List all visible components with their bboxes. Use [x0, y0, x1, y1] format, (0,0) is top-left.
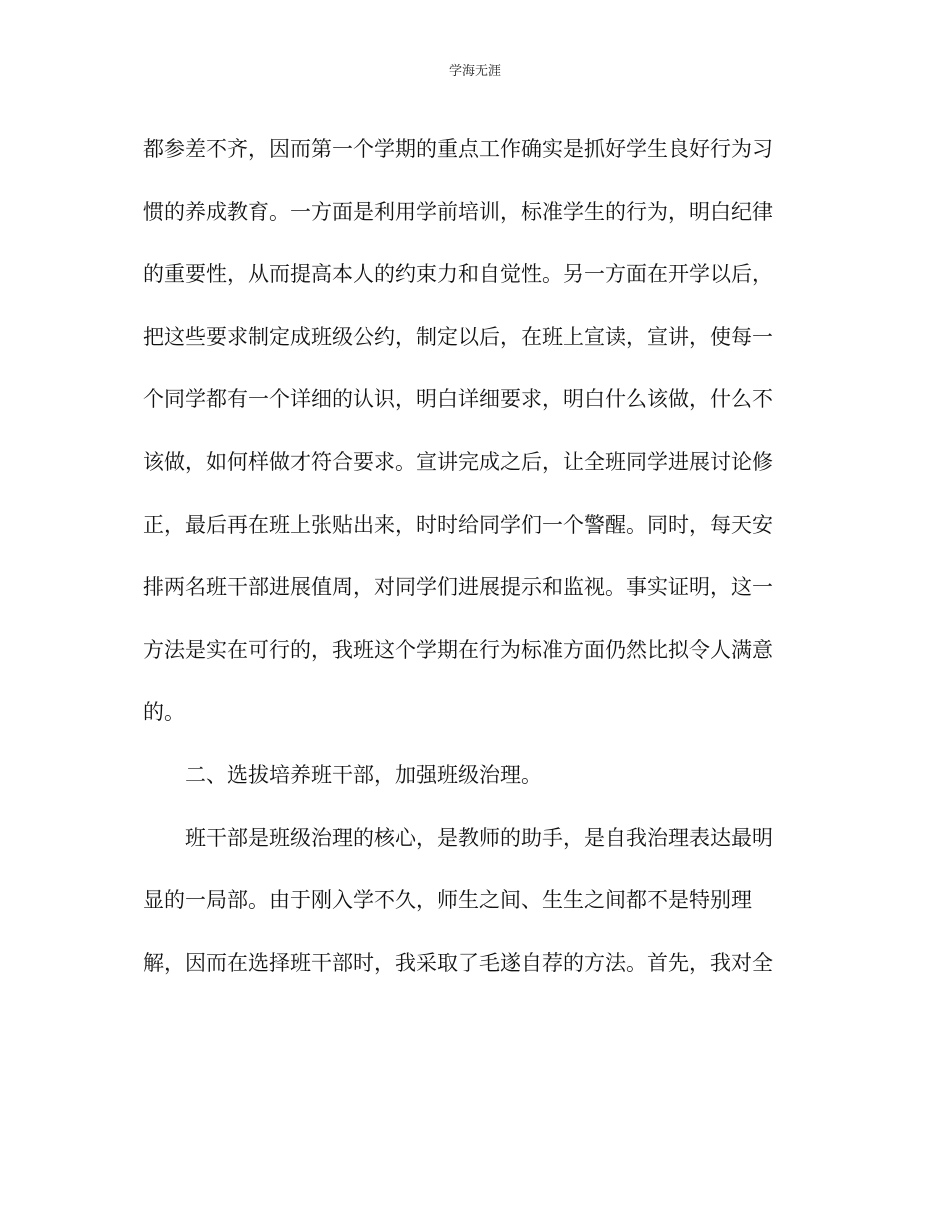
paragraph-start-line: 班干部是班级治理的核心，是教师的助手，是自我治理表达最明: [185, 825, 773, 850]
text-line: 都参差不齐，因而第一个学期的重点工作确实是抓好学生良好行为习: [143, 137, 773, 161]
text-line: 解，因而在选择班干部时，我采取了毛遂自荐的方法。首先，我对全: [143, 950, 773, 975]
text-line: 个同学都有一个详细的认识，明白详细要求，明白什么该做，什么不: [143, 387, 773, 412]
text-line: 排两名班干部进展值周，对同学们进展提示和监视。事实证明，这一: [143, 575, 773, 600]
page-header: 学海无涯: [448, 64, 501, 79]
text-line: 正，最后再在班上张贴出来，时时给同学们一个警醒。同时，每天安: [143, 512, 773, 537]
text-line: 该做，如何样做才符合要求。宣讲完成之后，让全班同学进展讨论修: [143, 449, 773, 474]
text-line: 的重要性，从而提高本人的约束力和自觉性。另一方面在开学以后，: [143, 262, 773, 287]
text-line: 的。: [143, 700, 185, 725]
text-line: 把这些要求制定成班级公约，制定以后，在班上宣读，宣讲，使每一: [143, 324, 773, 349]
text-line: 显的一局部。由于刚入学不久，师生之间、生生之间都不是特别理: [143, 888, 752, 913]
text-line: 方法是实在可行的，我班这个学期在行为标准方面仍然比拟令人满意: [143, 637, 773, 662]
document-body: [143, 118, 798, 994]
text-line: 惯的养成教育。一方面是利用学前培训，标准学生的行为，明白纪律: [143, 199, 773, 224]
section-heading: 二、选拔培养班干部，加强班级治理。: [185, 762, 542, 787]
